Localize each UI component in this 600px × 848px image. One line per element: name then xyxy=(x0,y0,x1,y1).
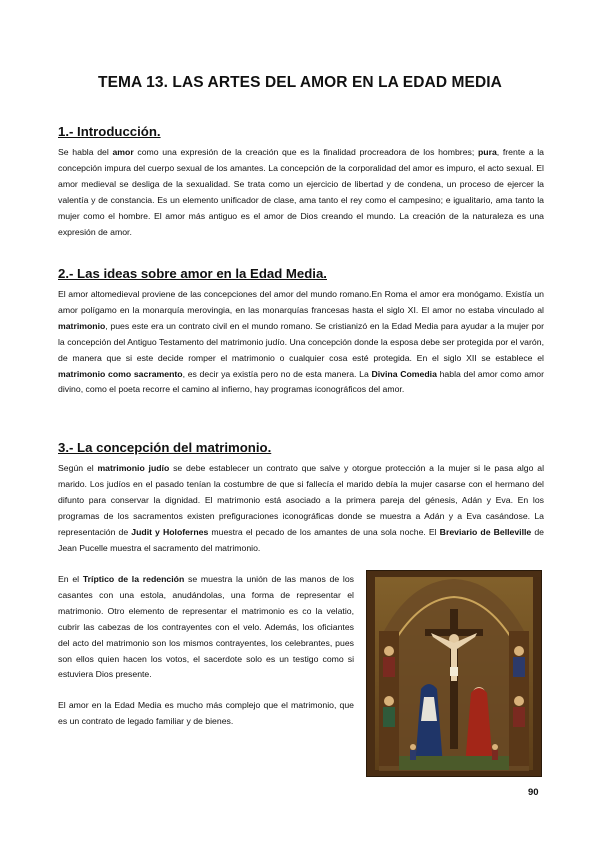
bold-term: Judit y Holofernes xyxy=(131,526,209,537)
bold-term: pura xyxy=(477,147,497,157)
paragraph-matrimonio-1: Según el matrimonio judío se debe establecer un contrato que salve y otorgue protección a la mujer si le pasa algo al marido. Los judíos en el pasado tenían la costumbre de que si fallecía el marido debía la mujer casarse con el hermano del difunto para conservar la dignidad. El matrimonio está asociado a la primera pareja del génesis, Adán y Eva. En los programas de los sacramentos existen prefiguraciones iconográficas donde se muestra a Adán y a Eva casándose. La representación de Judit y Holofernes muestra el pecado de los amantes de una sola noche. El Breviario de Belleville de Jean Pucelle muestra el sacramento del matrimonio. xyxy=(58,463,544,553)
bold-term: matrimonio xyxy=(58,320,106,331)
bold-term: amor xyxy=(112,147,134,157)
bold-term: matrimonio como sacramento xyxy=(58,368,183,379)
page-number: 90 xyxy=(528,787,539,798)
bold-term: Breviario de Belleville xyxy=(439,526,532,537)
page-title: TEMA 13. LAS ARTES DEL AMOR EN LA EDAD MEDIA xyxy=(98,74,502,91)
bold-term: Tríptico de la redención xyxy=(82,574,185,584)
section-heading-introduccion: 1.- Introducción. xyxy=(58,124,161,139)
paragraph-introduccion: Se habla del amor como una expresión de la creación que es la finalidad procreadora de los hombres; pura, frente a la concepción impura del cuerpo sexual de los amantes. La concepción de la corporalidad del amor es impuro, el acto sexual. El amor medieval se desliga de la sexualidad. Se trata como un ejercicio de libertad y de condena, un proceso de ejercer la valentía y de constancia. Es un elemento unificador de clase, ama tanto el rey como el campesino; e igualitario, ama tanto la mujer como el hombre. El amor más antiguo es el amor de Dios creando el mundo. La creación de la naturaleza es una expresión de amor. xyxy=(58,147,544,237)
triptych-redemption-painting xyxy=(366,570,542,777)
section-heading-ideas-amor: 2.- Las ideas sobre amor en la Edad Media. xyxy=(58,266,327,281)
section-heading-matrimonio: 3.- La concepción del matrimonio. xyxy=(58,440,272,455)
paragraph-matrimonio-3: El amor en la Edad Media es mucho más complejo que el matrimonio, que es un contrato de legado familiar y de bienes. xyxy=(58,700,354,726)
bold-term: matrimonio judío xyxy=(97,463,170,473)
bold-term: Divina Comedia xyxy=(371,368,437,379)
paragraph-ideas-amor: El amor altomedieval proviene de las concepciones del amor del mundo romano.En Roma el amor era monógamo. Existía un amor polígamo en la monarquía merovingia, en las monarquías francesas hasta el siglo XI. El amor no estaba vinculado al matrimonio, pues este era un contrato civil en el mundo romano. Se cristianizó en la Edad Media para ayudar a la mujer por la concepción del Antiguo Testamento del matrimonio judío. Una concepción donde la esposa debe ser protegida por el varón, de manera que si este decide romper el matrimonio o cualquier cosa esté protegida. En el siglo XII se establece el matrimonio como sacramento, es decir ya existía pero no de esta manera. La Divina Comedia habla del amor como amor divino, como el poeta recorre el camino al infierno, hay programas iconográficos del amor. xyxy=(58,289,545,395)
paragraph-matrimonio-2: En el Tríptico de la redención se muestra la unión de las manos de los casantes con una estola, anudándolas, una forma de representar el matrimonio. Otro elemento de representar el matrimonio es co la velatio, cubrir las cabezas de los contrayentes con el velo. Además, los oficiantes del acto del matrimonio son los mismos contrayentes, los celebrantes, pues son ellos quien hacen los votos, el sacerdote solo es un testigo como si estuviera Dios presente. xyxy=(58,574,354,680)
